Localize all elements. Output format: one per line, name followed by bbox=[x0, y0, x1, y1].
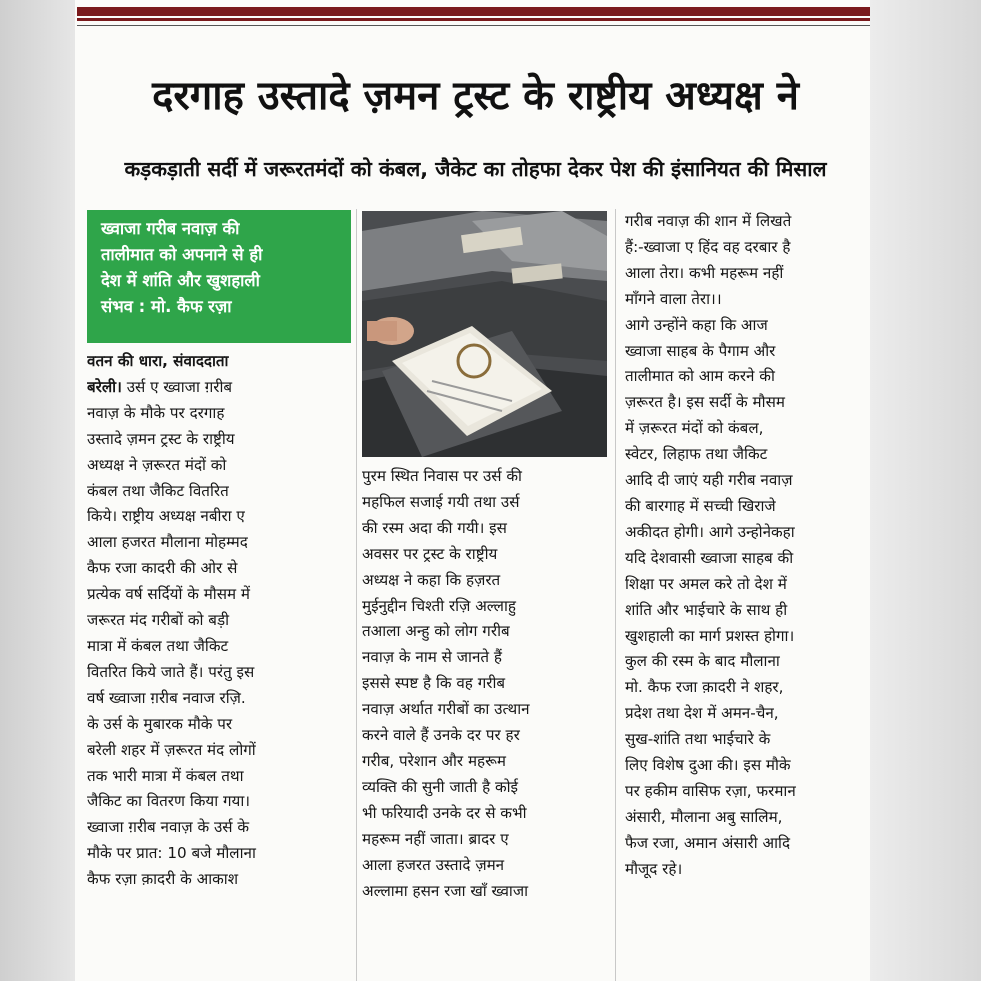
headline: दरगाह उस्तादे ज़मन ट्रस्ट के राष्ट्रीय अध्यक्ष ने bbox=[152, 73, 799, 119]
column-line: अल्लामा हसन रजा खाँ ख्वाजा bbox=[362, 881, 529, 900]
column-line: नवाज़ के नाम से जानते हैं bbox=[362, 648, 502, 667]
column-line: कंबल तथा जैकिट वितरित bbox=[87, 481, 229, 500]
byline: वतन की धारा, संवाददाता bbox=[87, 352, 229, 370]
column-line: में ज़रूरत मंदों को कंबल, bbox=[625, 419, 764, 438]
column-line: प्रत्येक वर्ष सर्दियों के मौसम में bbox=[87, 585, 250, 604]
column-line: गरीब, परेशान और महरूम bbox=[362, 751, 506, 770]
column-separator bbox=[356, 209, 357, 981]
column-line: पुरम स्थित निवास पर उर्स की bbox=[362, 467, 522, 485]
column-line: आला हजरत मौलाना मोहम्मद bbox=[87, 533, 248, 552]
column-line: के उर्स के मुबारक मौके पर bbox=[87, 714, 233, 733]
column-line: खुशहाली का मार्ग प्रशस्त होगा। bbox=[625, 626, 795, 645]
highlight-line: ख्वाजा गरीब नवाज़ की bbox=[101, 219, 240, 238]
column-line: फैज रजा, अमान अंसारी आदि bbox=[625, 833, 791, 852]
column-line: आदि दी जाएं यही गरीब नवाज़ bbox=[625, 471, 793, 490]
column-line: आला तेरा। कभी महरूम नहीं bbox=[625, 263, 784, 282]
column-line: वर्ष ख्वाजा ग़रीब नवाज रज़ि. bbox=[87, 688, 246, 707]
column-line: मात्रा में कंबल तथा जैकिट bbox=[87, 636, 229, 655]
column-line: इससे स्पष्ट है कि वह गरीब bbox=[362, 674, 506, 693]
column-line: उस्तादे ज़मन ट्रस्ट के राष्ट्रीय bbox=[87, 429, 235, 448]
column-line: वितरित किये जाते हैं। परंतु इस bbox=[87, 662, 255, 681]
column-line: अवसर पर ट्रस्ट के राष्ट्रीय bbox=[362, 544, 498, 563]
article-column-3 bbox=[625, 209, 870, 883]
column-line: ख्वाजा ग़रीब नवाज़ के उर्स के bbox=[87, 818, 250, 837]
column-line: अंसारी, मौलाना अबु सालिम, bbox=[625, 807, 783, 826]
article-column-2 bbox=[362, 464, 605, 904]
column-line bbox=[87, 375, 351, 401]
column-line: लिए विशेष दुआ की। इस मौके bbox=[625, 756, 791, 775]
article-column-1 bbox=[87, 349, 351, 893]
column-line: स्वेटर, लिहाफ तथा जैकिट bbox=[625, 445, 768, 464]
column-line: आला हजरत उस्तादे ज़मन bbox=[362, 855, 505, 874]
column-line: सुख-शांति तथा भाईचारे के bbox=[625, 730, 771, 749]
blanket-photo-illustration bbox=[362, 211, 607, 457]
column-line: महफिल सजाई गयी तथा उर्स bbox=[362, 492, 520, 511]
column-line: मो. कैफ रजा क़ादरी ने शहर, bbox=[625, 678, 784, 697]
column-line: नवाज़ अर्थात गरीबों का उत्थान bbox=[362, 700, 530, 719]
column-line: करने वाले हैं उनके दर पर हर bbox=[362, 726, 520, 745]
highlight-line: तालीमात को अपनाने से ही bbox=[101, 245, 263, 264]
column-line: कैफ रजा कादरी की ओर से bbox=[87, 559, 238, 578]
column-line-text: उर्स ए ख्वाजा ग़रीब bbox=[121, 377, 233, 396]
column-line: ज़रूरत है। इस सर्दी के मौसम bbox=[625, 393, 785, 412]
column-line: महरूम नहीं जाता। ब्रादर ए bbox=[362, 829, 509, 848]
column-line: तालीमात को आम करने की bbox=[625, 367, 775, 386]
column-line: तक भारी मात्रा में कंबल तथा bbox=[87, 766, 244, 785]
header-rule-thick bbox=[77, 7, 870, 16]
column-line: माँगने वाला तेरा।। bbox=[625, 289, 722, 308]
column-line: किये। राष्ट्रीय अध्यक्ष नबीरा ए bbox=[87, 507, 245, 526]
column-line: गरीब नवाज़ की शान में लिखते bbox=[625, 212, 792, 230]
newspaper-clipping bbox=[75, 0, 870, 981]
column-line: तआला अन्हु को लोग गरीब bbox=[362, 622, 510, 641]
column-line: जैकिट का वितरण किया गया। bbox=[87, 792, 251, 811]
column-line: शांति और भाईचारे के साथ ही bbox=[625, 600, 788, 619]
column-line: अध्यक्ष ने ज़रूरत मंदों को bbox=[87, 455, 227, 474]
column-line: मौके पर प्रात: 10 बजे मौलाना bbox=[87, 844, 256, 863]
column-line: की बारगाह में सच्ची खिराजे bbox=[625, 496, 776, 515]
column-line: अकीदत होगी। आगे उन्होनेकहा bbox=[625, 522, 795, 541]
column-line: कुल की रस्म के बाद मौलाना bbox=[625, 652, 780, 671]
column-line: की रस्म अदा की गयी। इस bbox=[362, 518, 507, 537]
column-line: कैफ रज़ा क़ादरी के आकाश bbox=[87, 870, 239, 889]
highlight-line: संभव : मो. कैफ रज़ा bbox=[101, 297, 232, 316]
blurred-background-right bbox=[869, 0, 981, 981]
highlight-line: देश में शांति और खुशहाली bbox=[101, 271, 260, 290]
column-line: अध्यक्ष ने कहा कि हज़रत bbox=[362, 570, 501, 589]
highlight-box bbox=[87, 210, 351, 343]
header-rule-thin bbox=[77, 18, 870, 21]
column-separator bbox=[615, 209, 616, 981]
column-line: प्रदेश तथा देश में अमन-चैन, bbox=[625, 704, 779, 723]
column-line: भी फरियादी उनके दर से कभी bbox=[362, 803, 527, 822]
column-line: ख्वाजा साहब के पैगाम और bbox=[625, 341, 776, 360]
column-line: यदि देशवासी ख्वाजा साहब की bbox=[625, 548, 794, 567]
column-line: मौजूद रहे। bbox=[625, 859, 683, 878]
column-line: मुईनुद्दीन चिश्ती रज़ि अल्लाहु bbox=[362, 596, 516, 615]
column-line: आगे उन्होंने कहा कि आज bbox=[625, 315, 768, 334]
column-line: जरूरत मंद गरीबों को बड़ी bbox=[87, 611, 230, 630]
column-line: नवाज़ के मौके पर दरगाह bbox=[87, 403, 225, 422]
blurred-background-left bbox=[0, 0, 75, 981]
subheadline: कड़कड़ाती सर्दी में जरूरतमंदों को कंबल, जैकेट का तोहफा देकर पेश की इंसानियत की मिसाल bbox=[124, 157, 827, 181]
column-line: हैं:-ख्वाजा ए हिंद वह दरबार है bbox=[625, 237, 791, 256]
dateline: बरेली। bbox=[87, 377, 122, 396]
article-photo bbox=[362, 211, 607, 457]
column-line: पर हकीम वासिफ रज़ा, फरमान bbox=[625, 781, 796, 800]
header-rule-hairline bbox=[77, 25, 870, 26]
column-line: व्यक्ति की सुनी जाती है कोई bbox=[362, 777, 519, 796]
column-line: शिक्षा पर अमल करे तो देश में bbox=[625, 574, 787, 593]
column-line: बरेली शहर में ज़रूरत मंद लोगों bbox=[87, 740, 256, 759]
